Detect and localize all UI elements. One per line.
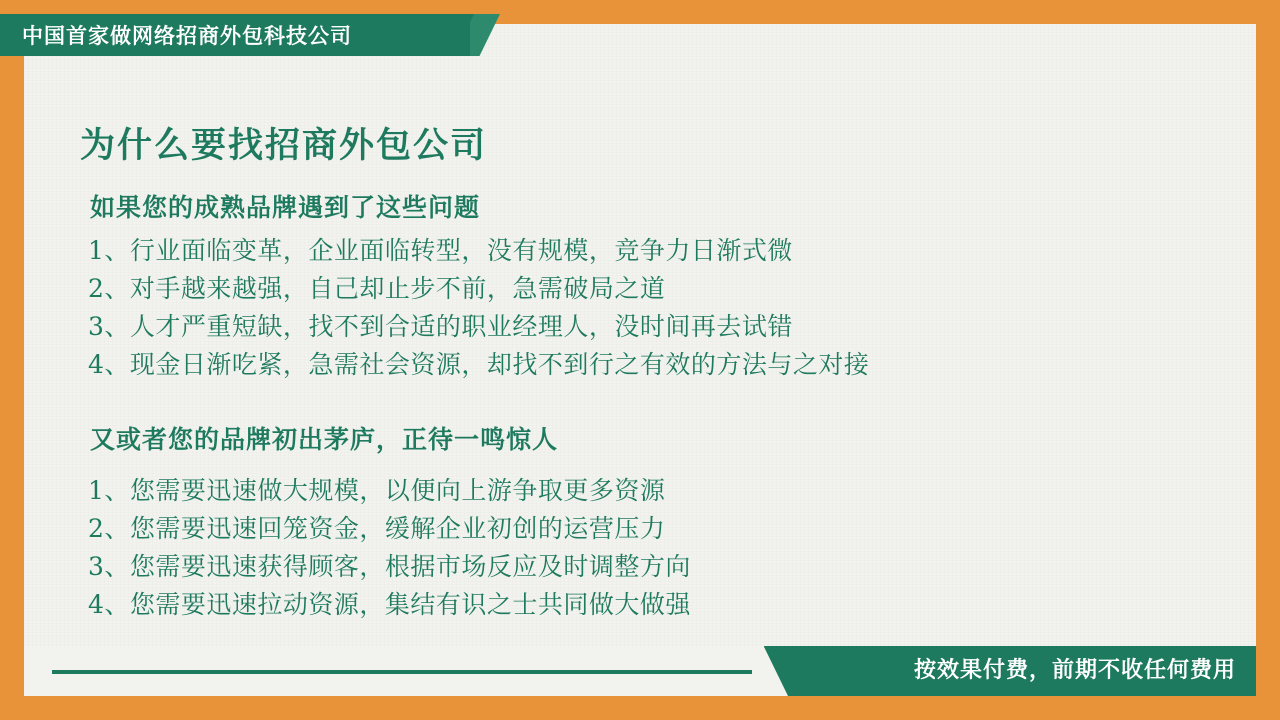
section-heading-2: 又或者您的品牌初出茅庐，正待一鸣惊人 bbox=[90, 426, 559, 454]
list-item: 4、现金日渐吃紧，急需社会资源，却找不到行之有效的方法与之对接 bbox=[88, 350, 870, 379]
list-item: 1、您需要迅速做大规模，以便向上游争取更多资源 bbox=[88, 476, 666, 505]
list-item: 3、您需要迅速获得顾客，根据市场反应及时调整方向 bbox=[88, 552, 691, 581]
section-list-1 bbox=[88, 232, 869, 384]
list-item: 1、行业面临变革，企业面临转型，没有规模，竞争力日渐式微 bbox=[88, 236, 793, 265]
page-title: 为什么要找招商外包公司 bbox=[80, 126, 488, 165]
list-item: 4、您需要迅速拉动资源，集结有识之士共同做大做强 bbox=[88, 590, 691, 619]
list-item: 3、人才严重短缺，找不到合适的职业经理人，没时间再去试错 bbox=[88, 312, 793, 341]
section-list-2 bbox=[88, 472, 691, 624]
top-banner-text: 中国首家做网络招商外包科技公司 bbox=[22, 25, 352, 48]
bottom-accent-line bbox=[52, 670, 752, 674]
bottom-bar-text: 按效果付费，前期不收任何费用 bbox=[913, 657, 1236, 682]
list-item: 2、对手越来越强，自己却止步不前，急需破局之道 bbox=[88, 274, 666, 303]
section-heading-1: 如果您的成熟品牌遇到了这些问题 bbox=[90, 194, 481, 222]
top-banner bbox=[0, 14, 470, 56]
list-item: 2、您需要迅速回笼资金，缓解企业初创的运营压力 bbox=[88, 514, 666, 543]
